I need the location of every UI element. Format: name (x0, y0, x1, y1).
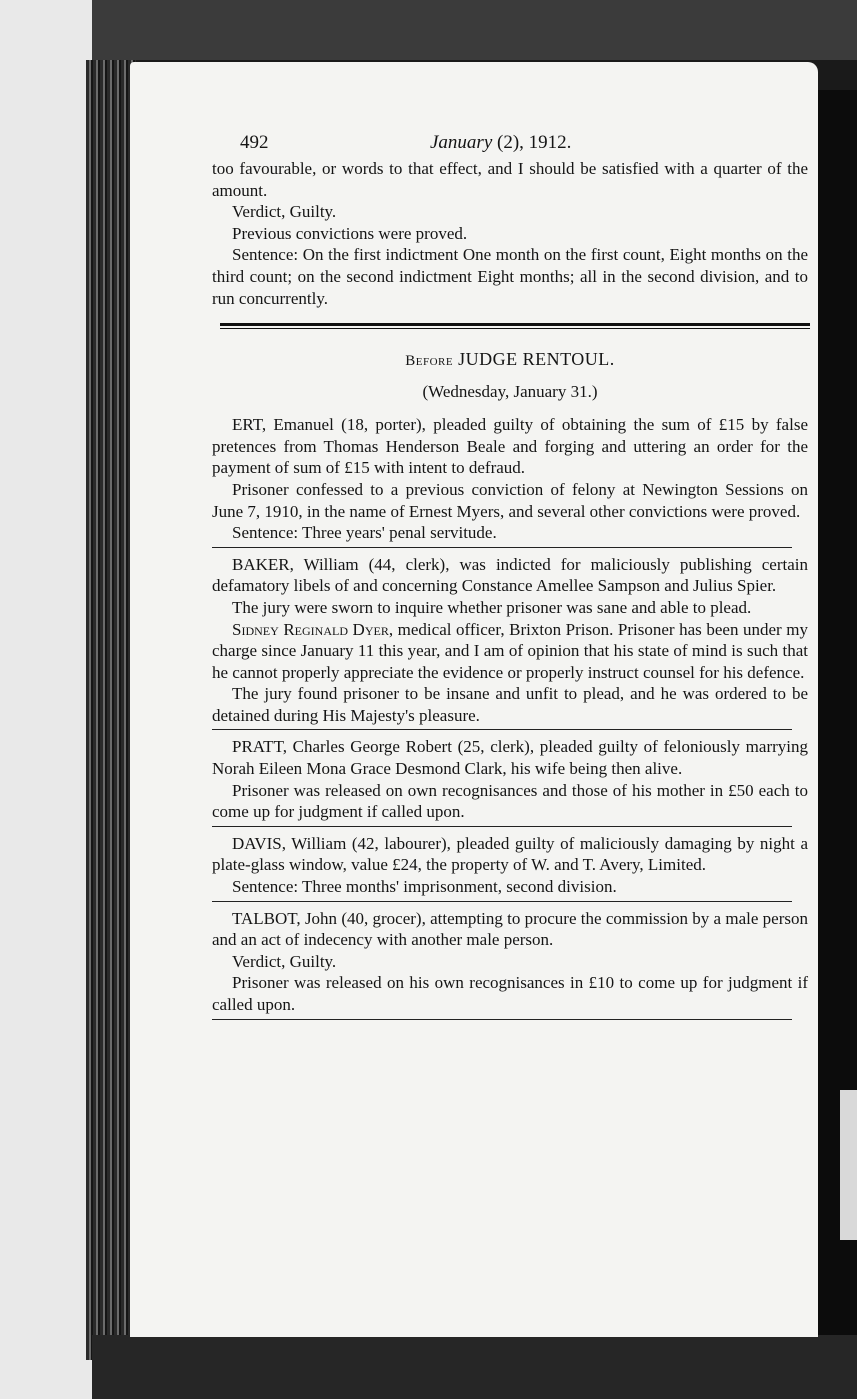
paragraph: TALBOT, John (40, grocer), attempting to procure the commission by a male person and an act of indecency with another male person. (212, 908, 808, 950)
paragraph: Prisoner was released on his own recognisances in £10 to come up for judgment if called upon. (212, 973, 808, 1014)
paragraph: too favourable, or words to that effect, and I should be satisfied with a quarter of the amount. (212, 159, 808, 200)
case-divider (212, 901, 792, 902)
scan-top-edge (92, 0, 857, 60)
page-number: 492 (240, 132, 269, 153)
running-title (430, 132, 571, 154)
facing-page-fragment (840, 1090, 857, 1240)
paragraph: Prisoner was released on own recognisances and those of his mother in £50 each to come up for judgment if called upon. (212, 780, 808, 822)
witness-name: Sidney Reginald Dyer (232, 619, 389, 639)
witness-paragraph (212, 619, 808, 684)
case-entry (212, 414, 808, 544)
page-content (212, 124, 808, 1026)
paragraph: Sentence: On the first indictment One month on the first count, Eight months on the third count; on the second indictment Eight months; all in the second division, and to run concurrently. (212, 245, 808, 308)
heading-before: Before (405, 353, 454, 370)
case-divider (212, 1019, 792, 1020)
book-page (130, 62, 818, 1337)
page-header (212, 124, 808, 158)
book-spine (86, 60, 136, 1360)
scan-bottom-edge (92, 1335, 857, 1399)
case-entry (212, 736, 808, 822)
case-entry (212, 908, 808, 1016)
paragraph: Verdict, Guilty. (232, 202, 337, 222)
paragraph: Previous convictions were proved. (232, 223, 468, 243)
scan-left-margin (0, 0, 92, 1399)
paragraph: Sentence: Three months' imprisonment, second division. (232, 877, 617, 897)
paragraph: ERT, Emanuel (18, porter), pleaded guilty of obtaining the sum of £15 by false pretences from Thomas Henderson Beale and forging and uttering an order for the payment of sum of £15 with intent to defraud. (212, 415, 808, 478)
paragraph: PRATT, Charles George Robert (25, clerk), pleaded guilty of feloniously marrying Norah Eileen Mona Grace Desmond Clark, his wife being then alive. (212, 737, 808, 779)
case-divider (212, 826, 792, 827)
paragraph: DAVIS, William (42, labourer), pleaded guilty of maliciously damaging by night a plate-glass window, value £24, the property of W. and T. Avery, Limited. (212, 833, 808, 875)
heading-judge: JUDGE RENTOUL. (453, 349, 615, 370)
section-heading (212, 349, 808, 370)
case-divider (212, 729, 792, 730)
section-date: (Wednesday, January 31.) (422, 382, 598, 402)
running-title-month: January (430, 132, 493, 153)
section-double-rule (220, 323, 810, 329)
case-entry (212, 554, 808, 727)
paragraph: The jury were sworn to inquire whether prisoner was sane and able to plead. (232, 597, 752, 617)
running-title-rest: (2), 1912. (492, 132, 572, 153)
case-entry (212, 833, 808, 898)
paragraph: Verdict, Guilty. (232, 951, 337, 971)
case-divider (212, 547, 792, 548)
paragraph: Prisoner confessed to a previous conviction of felony at Newington Sessions on June 7, 1910, in the name of Ernest Myers, and several other convictions were proved. (212, 479, 808, 521)
paragraph: The jury found prisoner to be insane and unfit to plead, and he was ordered to be detained during His Majesty's pleasure. (212, 684, 808, 725)
witness-text: , medical officer, Brixton Prison. Prisoner has been under my charge since January 11 this year, and I am of opinion that his state of mind is such that he cannot properly appreciate the evidence or properly instruct counsel for his defence. (212, 619, 809, 682)
paragraph: Sentence: Three years' penal servitude. (232, 523, 497, 543)
paragraph: BAKER, William (44, clerk), was indicted for maliciously publishing certain defamatory libels of and concerning Constance Amellee Sampson and Julius Spier. (212, 554, 808, 596)
